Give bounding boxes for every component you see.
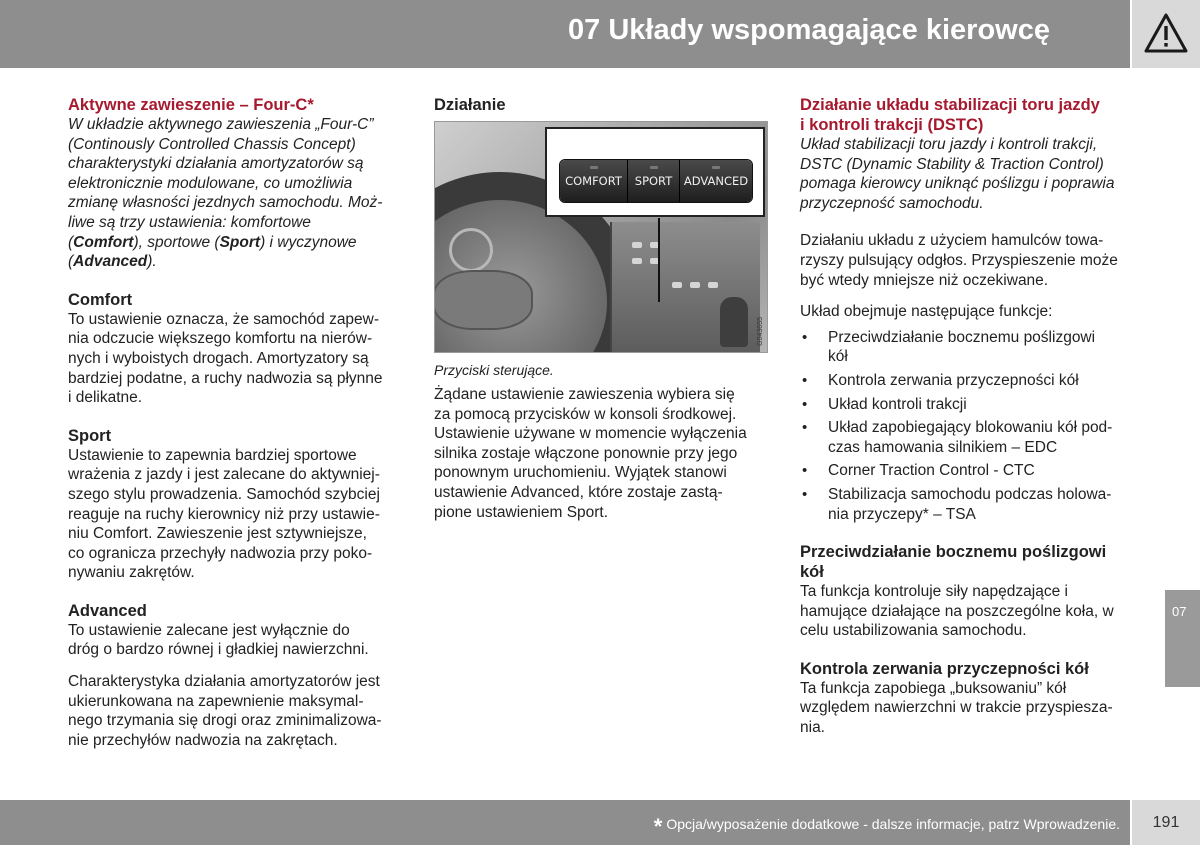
column-four-c: [68, 95, 400, 750]
text-line: pomaga kierowcy uniknąć poślizgu i poprawia: [800, 175, 1115, 193]
list-item: [800, 395, 1135, 415]
text-line: niu Comfort. Zawieszenie jest sztywniejsze,: [68, 525, 367, 543]
advanced-button[interactable]: ADVANCED: [680, 160, 752, 202]
header-bar: [0, 0, 1130, 68]
title-line: Przeciwdziałanie bocznemu poślizgowi: [800, 543, 1107, 562]
subsection-title-traction: Kontrola zerwania przyczepności kół: [800, 659, 1089, 678]
footer-note-text: Opcja/wyposażenie dodatkowe - dalsze informacje, patrz Wprowadzenie.: [666, 816, 1120, 832]
text-line: hamujące działające na poszczególne koła, w: [800, 602, 1114, 620]
text-line: Ustawienie to zapewnia bardziej sportowe: [68, 446, 357, 464]
list-item: [800, 328, 1135, 367]
text-fragment: (: [68, 233, 74, 251]
chapter-tab[interactable]: [1165, 590, 1200, 687]
text-line: elektronicznie modulowane, co umożliwia: [68, 174, 353, 192]
warning-box: [1132, 0, 1200, 68]
text-line: zmianę własności jezdnych samochodu. Moż-: [68, 194, 383, 212]
text-line: za pomocą przycisków w konsoli środkowej.: [434, 405, 737, 423]
title-line: Działanie układu stabilizacji toru jazdy: [800, 96, 1100, 114]
page-number: 191: [1132, 800, 1200, 845]
text-line: [68, 252, 400, 272]
text-line: bardziej podatne, a ruchy nadwozia są płynne: [68, 369, 383, 387]
text-line: nia odczucie większego komfortu na nierów-: [68, 330, 373, 348]
text-line: silnika zostaje włączone ponownie przy jego: [434, 444, 738, 462]
text-line: Układ stabilizacji toru jazdy i kontroli trakcji,: [800, 136, 1098, 153]
text-line: nego trzymania się drogi oraz zminimalizowa-: [68, 712, 382, 730]
text-line: [68, 233, 400, 253]
subsection-title-side-slip: [800, 542, 1135, 582]
chapter-tab-label: 07: [1172, 604, 1187, 619]
steering-hub: [434, 270, 533, 330]
footer-bar: [0, 800, 1130, 845]
text-line: czas hamowania silnikiem – EDC: [828, 438, 1058, 456]
dzialanie-text: [434, 385, 768, 522]
text-fragment: (: [68, 253, 74, 271]
chapter-title: 07 Układy wspomagające kierowcę: [568, 14, 1050, 46]
four-c-intro: [68, 115, 400, 272]
comfort-button[interactable]: COMFORT: [560, 160, 628, 202]
button-callout: [545, 127, 765, 217]
text-line: • Corner Traction Control - CTC: [828, 462, 1035, 480]
functions-intro: Układ obejmuje następujące funkcje:: [800, 303, 1053, 321]
subsection-title-comfort: Comfort: [68, 290, 133, 309]
text-line: DSTC (Dynamic Stability & Traction Control): [800, 155, 1104, 173]
mode-name-sport: Sport: [219, 233, 261, 251]
asterisk-marker: *: [653, 814, 663, 839]
text-line: W układzie aktywnego zawieszenia „Four-C”: [68, 116, 374, 133]
text-line: To ustawienie oznacza, że samochód zapew-: [68, 310, 380, 328]
side-slip-text: [800, 582, 1135, 641]
section-title-dzialanie: Działanie: [434, 96, 506, 114]
text-line: nych i wyboistych drogach. Amortyzatory są: [68, 349, 369, 367]
subsection-title-sport: Sport: [68, 426, 112, 445]
text-line: charakterystyki działania amortyzatorów są: [68, 155, 364, 173]
column-dstc: [800, 95, 1135, 738]
text-line: (Continously Controlled Chassis Concept): [68, 135, 356, 153]
text-line: Charakterystyka działania amortyzatorów jest: [68, 673, 380, 691]
text-line: To ustawienie zalecane jest wyłącznie do: [68, 621, 350, 639]
text-line: Żądane ustawienie zawieszenia wybiera się: [434, 386, 735, 403]
list-item: [800, 418, 1135, 457]
section-title-four-c: Aktywne zawieszenie – Four-C*: [68, 96, 314, 114]
title-line: i kontroli trakcji (DSTC): [800, 116, 984, 134]
text-line: Ta funkcja kontroluje siły napędzające i: [800, 583, 1068, 601]
text-line: przyczepność samochodu.: [800, 194, 984, 212]
list-item: [800, 485, 1135, 524]
text-line: Działaniu układu z użyciem hamulców towa-: [800, 232, 1104, 250]
text-line: pione ustawieniem Sport.: [434, 503, 609, 521]
text-line: nia przyczepy* – TSA: [828, 505, 976, 523]
text-line: reaguje na ruchy kierownicy niż przy ustawie-: [68, 505, 380, 523]
text-line: ustawienie Advanced, które zostaje zastą-: [434, 483, 723, 501]
text-line: • Stabilizacja samochodu podczas holowa-: [828, 485, 1112, 503]
sport-text: [68, 446, 400, 583]
text-line: • Kontrola zerwania przyczepności kół: [828, 371, 1079, 389]
console-button: [708, 282, 718, 288]
text-fragment: ).: [147, 253, 157, 271]
text-line: być wtedy mniejsze niż oczekiwane.: [800, 271, 1049, 289]
brand-logo-ring: [449, 228, 493, 272]
text-line: kół: [828, 348, 848, 366]
console-button: [672, 282, 682, 288]
text-line: nie przechyłów nadwozia na zakrętach.: [68, 731, 338, 749]
text-line: • Przeciwdziałanie bocznemu poślizgowi: [828, 328, 1096, 346]
dstc-intro: [800, 135, 1135, 213]
console-photo: [434, 121, 768, 353]
section-title-dstc: [800, 95, 1135, 135]
comfort-text: [68, 310, 400, 408]
console-button: [690, 282, 700, 288]
traction-text: [800, 679, 1135, 738]
text-line: nia.: [800, 719, 825, 737]
suspension-button-group: [559, 159, 753, 203]
text-line: Ustawienie używane w momencie wyłączenia: [434, 425, 747, 443]
text-line: rzyszy pulsujący odgłos. Przyspieszenie może: [800, 251, 1118, 269]
photo-caption: Przyciski sterujące.: [434, 362, 554, 378]
text-line: liwe są trzy ustawienia: komfortowe: [68, 213, 311, 231]
sport-button[interactable]: SPORT: [628, 160, 680, 202]
dstc-note: [800, 231, 1135, 290]
advanced-text: [68, 621, 400, 660]
subsection-title-advanced: Advanced: [68, 601, 147, 620]
console-button: [632, 242, 642, 248]
list-item: [800, 371, 1135, 391]
text-line: Ta funkcja zapobiega „buksowaniu” kół: [800, 679, 1067, 697]
text-line: • Układ zapobiegający blokowaniu kół pod-: [828, 419, 1113, 437]
warning-triangle-icon: [1143, 12, 1189, 54]
gear-lever: [720, 297, 748, 347]
list-item: [800, 461, 1135, 481]
callout-line: [658, 218, 660, 302]
footer-note: [654, 814, 1120, 840]
title-line: kół: [800, 563, 824, 582]
text-line: względem nawierzchni w trakcie przyspiesza-: [800, 699, 1113, 717]
text-line: szego stylu prowadzenia. Samochód szybciej: [68, 485, 380, 503]
text-line: celu ustabilizowania samochodu.: [800, 622, 1027, 640]
closing-text: [68, 672, 400, 750]
photo-code: G043655: [757, 317, 764, 346]
functions-list: [800, 328, 1135, 524]
text-fragment: ), sportowe (: [133, 233, 220, 251]
mode-name-advanced: Advanced: [73, 253, 148, 271]
text-fragment: ) i wyczynowe: [260, 233, 357, 251]
text-line: ukierunkowana na zapewnienie maksymal-: [68, 692, 364, 710]
text-line: nywaniu zakrętów.: [68, 564, 195, 582]
text-line: co ogranicza przechyły nadwozia przy poko-: [68, 544, 373, 562]
text-line: wrażenia z jazdy i jest zalecane do aktywniej-: [68, 466, 380, 484]
console-button: [632, 258, 642, 264]
text-line: ponownym uruchomieniu. Wyjątek stanowi: [434, 464, 727, 482]
text-line: dróg o bardzo równej i gładkiej nawierzchni.: [68, 641, 369, 659]
column-dzialanie: [434, 95, 768, 522]
mode-name-comfort: Comfort: [73, 233, 134, 251]
text-line: • Układ kontroli trakcji: [828, 395, 967, 413]
text-line: i delikatne.: [68, 389, 143, 407]
